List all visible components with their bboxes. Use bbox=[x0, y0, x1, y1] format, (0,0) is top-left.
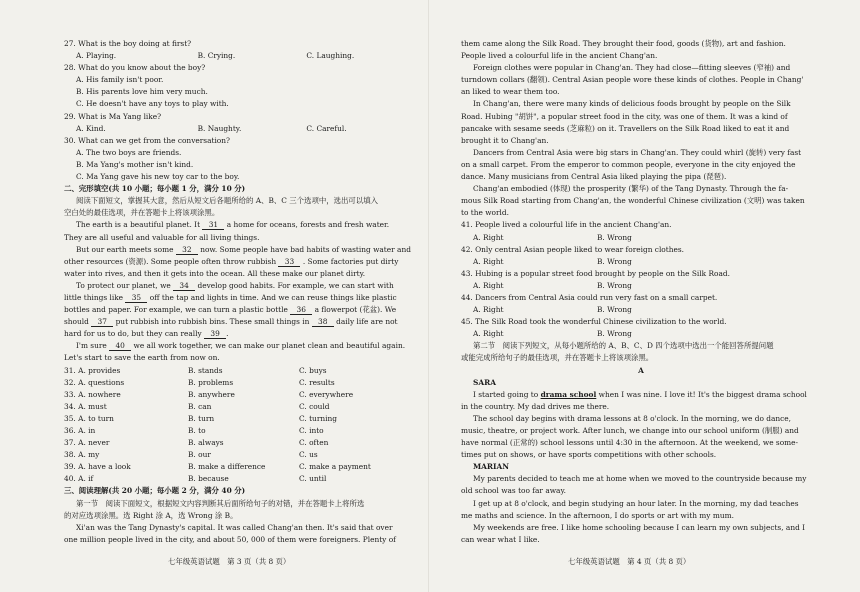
passage-line: In Chang'an, there were many kinds of delicious foods brought by people on the Silk bbox=[473, 99, 791, 109]
cloze-option-c: C. turning bbox=[299, 413, 337, 423]
passage-line: The school day begins with drama lessons at 8 o'clock. In the morning, we do dance, bbox=[473, 413, 792, 423]
cloze-option-b: B. always bbox=[188, 438, 224, 448]
cloze-option-a: 38. A. my bbox=[64, 450, 100, 460]
passage-line: Road. Hubing "胡饼", a popular street food in the city, was one of them. It was a kind of bbox=[461, 111, 788, 121]
q28-option-c: C. He doesn't have any toys to play with. bbox=[76, 99, 229, 109]
question-29: 29. What is Ma Yang like? bbox=[64, 111, 162, 121]
cloze-line: To protect our planet, we 34 develop good habits. For example, we can start with bbox=[76, 280, 394, 290]
cloze-option-row bbox=[64, 425, 424, 437]
passage-line: brought it to Chang'an. bbox=[461, 135, 549, 145]
passage-line: Foreign clothes were popular in Chang'an. They had close—fitting sleeves (窄袖) and bbox=[473, 63, 791, 73]
cloze-blank: 34 bbox=[173, 281, 195, 291]
cloze-option-c: C. us bbox=[299, 450, 318, 460]
true-false-questions bbox=[461, 219, 821, 340]
tf-options bbox=[461, 256, 821, 268]
cloze-line: hard for us to do, but they can really 39 . bbox=[64, 329, 229, 339]
cloze-line: I'm sure 40 we all work together, we can make our planet clean and beautiful again. bbox=[76, 341, 406, 351]
q29-option-b: B. Naughty. bbox=[197, 123, 242, 133]
passage-line: to the world. bbox=[461, 208, 509, 218]
cloze-option-b: B. our bbox=[188, 450, 211, 460]
passage-line: Xi'an was the Tang Dynasty's capital. It was called Chang'an then. It's said that over bbox=[76, 522, 393, 532]
cloze-option-row bbox=[64, 473, 424, 485]
part-2-instructions-cont: 或能完成所给句子的最佳选项，并在答题卡上将该项涂黑。 bbox=[461, 353, 654, 363]
q29-option-a: A. Kind. bbox=[76, 123, 106, 133]
tf-question: 43. Hubing is a popular street food brought by people on the Silk Road. bbox=[461, 268, 730, 278]
tf-question: 41. People lived a colourful life in the ancient Chang'an. bbox=[461, 220, 672, 230]
tf-options bbox=[461, 304, 821, 316]
page-footer-left: 七年级英语试题 第 3 页（共 8 页） bbox=[168, 557, 291, 566]
tf-option-wrong: B. Wrong bbox=[597, 329, 632, 339]
passage-line: I get up at 8 o'clock, and begin studying an hour later. In the morning, my dad teaches bbox=[473, 498, 799, 508]
passage-line: pancake with sesame seeds (芝麻粒) on it. Travellers on the Silk Road liked to eat it and bbox=[461, 123, 790, 133]
passage-line: times put on shows, or have sports competitions with other schools. bbox=[461, 450, 717, 460]
drama-school-highlight: drama school bbox=[540, 389, 597, 399]
q27-option-c: C. Laughing. bbox=[306, 51, 355, 61]
cloze-blank: 32 bbox=[176, 245, 198, 255]
cloze-option-b: B. problems bbox=[188, 377, 234, 387]
cloze-option-b: B. anywhere bbox=[188, 389, 235, 399]
q30-option-b: B. Ma Yang's mother isn't kind. bbox=[76, 159, 194, 169]
q30-option-a: A. The two boys are friends. bbox=[76, 147, 182, 157]
passage-line: have normal (正常的) school lessons until 4:30 in the afternoon. At the weekend, we some- bbox=[461, 438, 799, 448]
section-3-title: 三、阅读理解(共 20 小题；每小题 2 分，满分 40 分) bbox=[64, 486, 246, 496]
cloze-option-row bbox=[64, 449, 424, 461]
section-2-instructions-cont: 空白处的最佳选项，并在答题卡上将该项涂黑。 bbox=[64, 208, 220, 218]
cloze-option-row bbox=[64, 389, 424, 401]
tf-option-wrong: B. Wrong bbox=[597, 305, 632, 315]
passage-line: My parents decided to teach me at home when we moved to the countryside because my bbox=[473, 474, 807, 484]
section-3-part-1-instructions: 第一节 阅读下面短文，根据短文内容判断其后面所给句子的对错，并在答题卡上将所选 bbox=[76, 498, 365, 508]
q27-option-b: B. Crying. bbox=[197, 51, 236, 61]
tf-question: 45. The Silk Road took the wonderful Chinese civilization to the world. bbox=[461, 317, 727, 327]
cloze-option-a: 37. A. never bbox=[64, 438, 110, 448]
cloze-blank: 40 bbox=[109, 341, 131, 351]
cloze-option-row bbox=[64, 437, 424, 449]
question-28: 28. What do you know about the boy? bbox=[64, 63, 206, 73]
cloze-blank: 37 bbox=[91, 317, 113, 327]
cloze-blank: 38 bbox=[312, 317, 334, 327]
question-30: 30. What can we get from the conversation? bbox=[64, 135, 230, 145]
cloze-option-b: B. make a difference bbox=[188, 462, 266, 472]
cloze-option-row bbox=[64, 461, 424, 473]
q28-option-b: B. His parents love him very much. bbox=[76, 87, 208, 97]
q29-option-c: C. Careful. bbox=[306, 123, 347, 133]
cloze-option-a: 31. A. provides bbox=[64, 365, 121, 375]
cloze-blank: 35 bbox=[125, 293, 147, 303]
cloze-blank: 31 bbox=[202, 220, 224, 230]
passage-line: I started going to drama school when I was nine. I love it! It's the biggest drama school bbox=[473, 389, 807, 399]
cloze-option-c: C. results bbox=[299, 377, 335, 387]
tf-option-wrong: B. Wrong bbox=[597, 256, 632, 266]
left-page bbox=[64, 38, 424, 546]
cloze-line: little things like 35 off the tap and lights in time. And we can reuse things like plastic bbox=[64, 292, 397, 302]
right-page bbox=[461, 38, 821, 546]
part-2-instructions: 第二节 阅读下列短文，从每小题所给的 A、B、C、D 四个选项中选出一个能回答所提问题 bbox=[473, 341, 774, 351]
question-27: 27. What is the boy doing at first? bbox=[64, 39, 192, 48]
tf-question: 42. Only central Asian people liked to wear foreign clothes. bbox=[461, 244, 684, 254]
cloze-option-a: 36. A. in bbox=[64, 426, 96, 435]
passage-line: old school was too far away. bbox=[461, 486, 566, 496]
passage-line: My weekends are free. I like home schooling because I can learn my own subjects, and I bbox=[473, 522, 806, 532]
cloze-line: Let's start to save the earth from now on. bbox=[64, 353, 220, 363]
cloze-option-b: B. because bbox=[188, 474, 229, 484]
cloze-blank: 39 bbox=[204, 329, 226, 339]
passage-line: one million people lived in the city, and about 50, 000 of them were foreigners. Plenty of bbox=[64, 534, 396, 544]
cloze-option-c: C. everywhere bbox=[299, 389, 354, 399]
passage-line: mous Silk Road starting from Chang'an, the wonderful Chinese civilization (文明) was taken bbox=[461, 196, 805, 206]
cloze-option-c: C. could bbox=[299, 401, 330, 411]
passage-letter: A bbox=[638, 365, 644, 375]
tf-option-right: A. Right bbox=[473, 305, 504, 315]
tf-options bbox=[461, 280, 821, 292]
q27-option-a: A. Playing. bbox=[76, 51, 117, 61]
q27-options bbox=[64, 50, 424, 62]
cloze-line: should 37 put rubbish into rubbish bins. These small things in 38 daily life are not bbox=[64, 317, 398, 327]
cloze-option-c: C. into bbox=[299, 426, 324, 435]
passage-line: me maths and science. In the afternoon, I do sports or art with my mum. bbox=[461, 510, 734, 520]
tf-options bbox=[461, 232, 821, 244]
passage-line: an liked to wear them too. bbox=[461, 87, 560, 97]
cloze-blank: 33 bbox=[278, 257, 300, 267]
cloze-option-c: C. make a payment bbox=[299, 462, 371, 472]
cloze-option-a: 35. A. to turn bbox=[64, 413, 114, 423]
cloze-option-c: C. often bbox=[299, 438, 329, 448]
cloze-option-row bbox=[64, 413, 424, 425]
marian-heading: MARIAN bbox=[473, 462, 510, 472]
section-2-instructions: 阅读下面短文，掌握其大意，然后从短文后各题所给的 A、B、C 三个选项中，选出可以填入 bbox=[76, 196, 378, 206]
cloze-blank: 36 bbox=[290, 305, 312, 315]
tf-option-right: A. Right bbox=[473, 280, 504, 290]
cloze-option-a: 40. A. if bbox=[64, 474, 94, 484]
cloze-line: The earth is a beautiful planet. It 31 a home for oceans, forests and fresh water. bbox=[76, 220, 390, 230]
cloze-option-b: B. to bbox=[188, 426, 206, 435]
passage-line: can wear what I like. bbox=[461, 534, 540, 544]
cloze-option-a: 33. A. nowhere bbox=[64, 389, 121, 399]
section-2-title: 二、完形填空(共 10 小题；每小题 1 分，满分 10 分) bbox=[64, 184, 246, 194]
cloze-option-b: B. turn bbox=[188, 413, 215, 423]
cloze-option-row bbox=[64, 377, 424, 389]
tf-option-right: A. Right bbox=[473, 256, 504, 266]
passage-line: on a small carpet. From the emperor to common people, everyone in the city enjoyed the bbox=[461, 159, 796, 169]
cloze-line: But our earth meets some 32 now. Some people have bad habits of wasting water and bbox=[76, 244, 411, 254]
cloze-option-c: C. buys bbox=[299, 365, 327, 375]
passage-line: Chang'an embodied (体现) the prosperity (繁华) of the Tang Dynasty. Through the fa- bbox=[473, 184, 789, 194]
page-divider bbox=[428, 0, 429, 592]
q29-options bbox=[64, 123, 424, 135]
section-3-part-1-instructions-cont: 的对应选项涂黑。选 Right 涂 A，选 Wrong 涂 B。 bbox=[64, 510, 238, 520]
cloze-line: water into rives, and then it gets into the ocean. All these make our planet dirty. bbox=[64, 268, 366, 278]
passage-line: dance. Many musicians from Central Asia liked playing the pipa (琵琶). bbox=[461, 172, 727, 182]
cloze-option-a: 32. A. questions bbox=[64, 377, 125, 387]
cloze-line: other resources (资源). Some people often throw rubbish 33 . Some factories put dirty bbox=[64, 256, 399, 266]
cloze-option-b: B. can bbox=[188, 401, 212, 411]
cloze-options bbox=[64, 365, 424, 486]
cloze-option-b: B. stands bbox=[188, 365, 223, 375]
cloze-option-a: 39. A. have a look bbox=[64, 462, 131, 472]
tf-question: 44. Dancers from Central Asia could run very fast on a small carpet. bbox=[461, 292, 718, 302]
page-footer-right: 七年级英语试题 第 4 页（共 8 页） bbox=[568, 557, 691, 566]
passage-line: People lived a colourful life in the ancient Chang'an. bbox=[461, 51, 658, 61]
cloze-option-a: 34. A. must bbox=[64, 401, 107, 411]
passage-line: turndown collars (翻领). Central Asian people wore these kinds of clothes. People in Chang' bbox=[461, 75, 804, 85]
passage-line: in the country. My dad drives me there. bbox=[461, 401, 610, 411]
q28-option-a: A. His family isn't poor. bbox=[76, 75, 164, 85]
passage-line: music, theatre, or project work. After lunch, we change into our school uniform (制服) and bbox=[461, 426, 799, 435]
q30-option-c: C. Ma Yang gave his new toy car to the boy. bbox=[76, 172, 240, 182]
tf-option-wrong: B. Wrong bbox=[597, 280, 632, 290]
cloze-option-c: C. until bbox=[299, 474, 327, 484]
tf-option-right: A. Right bbox=[473, 329, 504, 339]
passage-line: them came along the Silk Road. They brought their food, goods (货物), art and fashion. bbox=[461, 39, 786, 48]
cloze-option-row bbox=[64, 401, 424, 413]
tf-option-wrong: B. Wrong bbox=[597, 232, 632, 242]
tf-option-right: A. Right bbox=[473, 232, 504, 242]
cloze-line: They are all useful and valuable for all living things. bbox=[64, 232, 260, 242]
tf-options bbox=[461, 328, 821, 340]
cloze-option-row bbox=[64, 365, 424, 377]
cloze-line: bottles and paper. For example, we can turn a plastic bottle 36 a flowerpot (花盆). We bbox=[64, 305, 397, 315]
sara-heading: SARA bbox=[473, 377, 496, 387]
passage-line: Dancers from Central Asia were big stars in Chang'an. They could whirl (旋转) very fast bbox=[473, 147, 802, 157]
